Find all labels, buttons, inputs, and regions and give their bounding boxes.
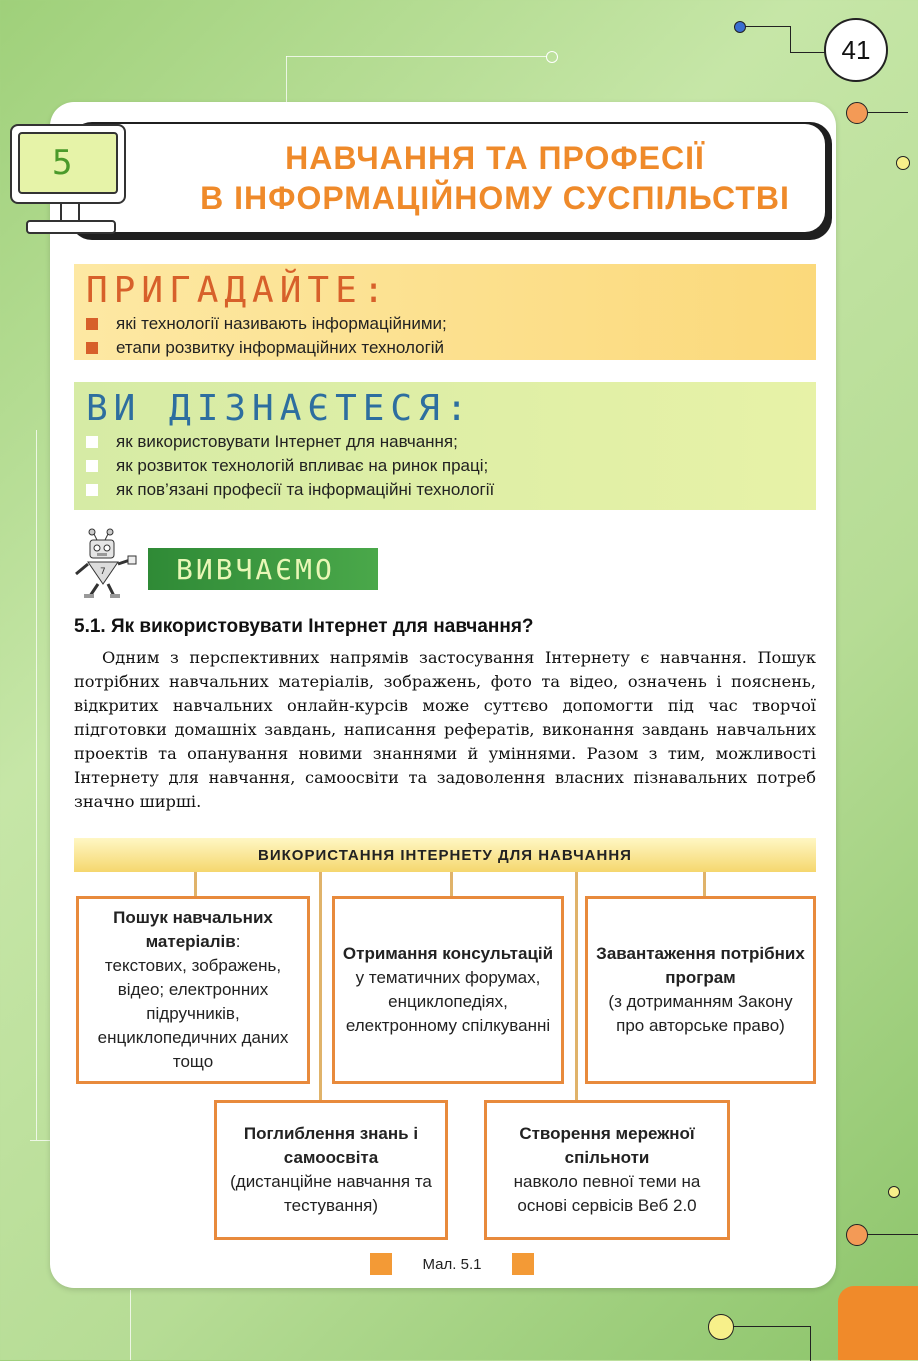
decor-line (286, 56, 287, 104)
decor-dot (888, 1186, 900, 1198)
section-body: Одним з перспективних напрямів застосування Інтернету є навчання. Пошук потрібних навчальних матеріалів, зображень, фото та відео, означень і пояснень, відкритих навчальних онлайн-курсів може суттєво допомогти під час творчої підготовки домашніх завдань, написання рефератів, виконання завдань навчальних проектів та опанування новими знаннями й уміннями. Разом з тим, можливості Інтернету для навчання, самоосвіти та задоволення власних пізнавальних потреб значно ширші. (74, 648, 816, 811)
decor-dot (846, 1224, 868, 1246)
decor-line (286, 56, 546, 57)
connector-line (194, 872, 197, 896)
caption-square-icon (370, 1253, 392, 1275)
list-item: етапи розвитку інформаційних технологій (86, 336, 804, 360)
decor-dot (896, 156, 910, 170)
list-item: як розвиток технологій впливає на ринок праці; (86, 454, 804, 478)
decor-line (790, 26, 825, 53)
connector-line (319, 872, 322, 1100)
figure-caption (370, 1252, 534, 1276)
chapter-title (75, 124, 825, 232)
decor-line (730, 1326, 811, 1361)
robot-icon (70, 528, 138, 600)
decor-line (868, 112, 908, 113)
connector-line (450, 872, 453, 896)
chapter-title-line2: В ІНФОРМАЦІЙНОМУ СУСПІЛЬСТВІ (200, 180, 790, 216)
list-item: як пов’язані професії та інформаційні технології (86, 478, 804, 502)
chapter-title-line1: НАВЧАННЯ ТА ПРОФЕСІЇ (285, 140, 705, 176)
diagram-box-community: Створення мережної спільноти навколо певної теми на основі сервісів Веб 2.0 (484, 1100, 730, 1240)
corner-tab (838, 1286, 918, 1360)
decor-dot (734, 21, 746, 33)
decor-line (30, 1140, 50, 1141)
bullet-square-icon (86, 436, 98, 448)
decor-line (130, 1290, 131, 1360)
diagram-box-consultations: Отримання консультацій у тематичних форумах, енциклопедіях, електронному спілкуванні (332, 896, 564, 1084)
bullet-square-icon (86, 318, 98, 330)
bullet-square-icon (86, 342, 98, 354)
bullet-square-icon (86, 460, 98, 472)
decor-line (740, 26, 790, 27)
decor-dot (708, 1314, 734, 1340)
caption-text: Мал. 5.1 (422, 1255, 482, 1273)
svg-text:7: 7 (100, 567, 106, 577)
diagram-box-search: Пошук навчальних матеріалів: текстових, зображень, відео; електронних підручників, енциклопедичних даних тощо (76, 896, 310, 1084)
caption-square-icon (512, 1253, 534, 1275)
diagram-header: ВИКОРИСТАННЯ ІНТЕРНЕТУ ДЛЯ НАВЧАННЯ (74, 838, 816, 872)
recall-heading: ПРИГАДАЙТЕ: (86, 270, 391, 311)
decor-dot (846, 102, 868, 124)
diagram-box-downloads: Завантаження потрібних програм (з дотриманням Закону про авторське право) (585, 896, 816, 1084)
study-label: ВИВЧАЄМО (148, 548, 378, 590)
bullet-square-icon (86, 484, 98, 496)
recall-box (74, 264, 816, 360)
connector-line (703, 872, 706, 896)
connector-line (575, 872, 578, 1100)
learn-list (86, 430, 804, 502)
list-item: які технології називають інформаційними; (86, 312, 804, 336)
page-number: 41 (824, 18, 888, 82)
monitor-icon (4, 124, 128, 236)
section-title: 5.1. Як використовувати Інтернет для навчання? (74, 616, 534, 637)
decor-line (864, 1234, 918, 1235)
recall-list (86, 312, 804, 360)
list-item: як використовувати Інтернет для навчання; (86, 430, 804, 454)
decor-line (36, 430, 37, 1140)
chapter-number: 5 (18, 132, 118, 194)
learn-box (74, 382, 816, 510)
decor-dot (546, 51, 558, 63)
diagram-box-self-education: Поглиблення знань і самоосвіта (дистанційне навчання та тестування) (214, 1100, 448, 1240)
learn-heading: ВИ ДІЗНАЄТЕСЯ: (86, 388, 474, 429)
